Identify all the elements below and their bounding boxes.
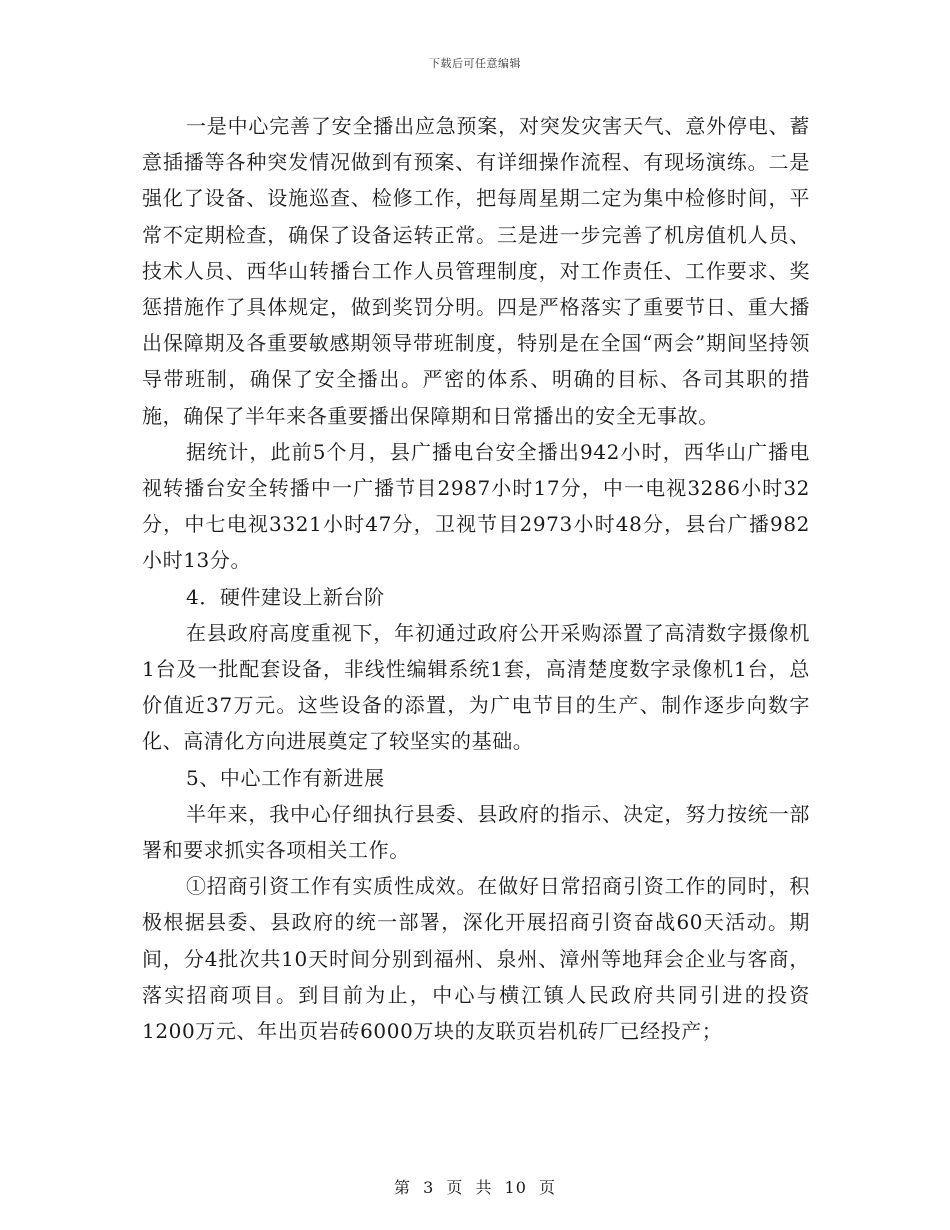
page-number: 第 3 页 共 10 页: [394, 1178, 556, 1197]
section-heading-hardware: 4．硬件建设上新台阶: [186, 584, 385, 609]
document-body: [142, 108, 810, 1049]
paragraph-safety-measures: 一是中心完善了安全播出应急预案，对突发灾害天气、意外停电、蓄意插播等各种突发情况做到有预案、有详细操作流程、有现场演练。二是强化了设备、设施巡查、检修工作，把每周星期二定为集中检修时间，平常不定期检查，确保了设备运转正常。三是进一步完善了机房值机人员、技术人员、西华山转播台工作人员管理制度，对工作责任、工作要求、奖惩措施作了具体规定，做到奖罚分明。四是严格落实了重要节日、重大播出保障期及各重要敏感期领导带班制度，特别是在全国“两会”期间坚持领导带班制，确保了安全播出。严密的体系、明确的目标、各司其职的措施，确保了半年来各重要播出保障期和日常播出的安全无事故。: [142, 114, 810, 428]
paragraph-hardware: 在县政府高度重视下，年初通过政府公开采购添置了高清数字摄像机1台及一批配套设备，非线性编辑系统1套，高清楚度数字录像机1台，总价值近37万元。这些设备的添置，为广电节目的生产、制作逐步向数字化、高清化方向进展奠定了较坚实的基础。: [142, 620, 810, 754]
page-header: 下载后可任意编辑: [429, 57, 521, 70]
paragraph-statistics: 据统计，此前5个月，县广播电台安全播出942小时，西华山广播电视转播台安全转播中一广播节目2987小时17分，中一电视3286小时32分，中七电视3321小时47分，卫视节目2973小时48分，县台广播982小时13分。: [142, 439, 810, 573]
paragraph-investment: ①招商引资工作有实质性成效。在做好日常招商引资工作的同时，积极根据县委、县政府的统一部署，深化开展招商引资奋战60天活动。期间，分4批次共10天时间分别到福州、泉州、漳州等地拜会企业与客商，落实招商项目。到目前为止，中心与横江镇人民政府共同引进的投资1200万元、年出页岩砖6000万块的友联页岩机砖厂已经投产；: [142, 874, 810, 1044]
paragraph-progress-intro: 半年来，我中心仔细执行县委、县政府的指示、决定，努力按统一部署和要求抓实各项相关工作。: [142, 801, 810, 863]
section-heading-progress: 5、中心工作有新进展: [186, 765, 385, 790]
